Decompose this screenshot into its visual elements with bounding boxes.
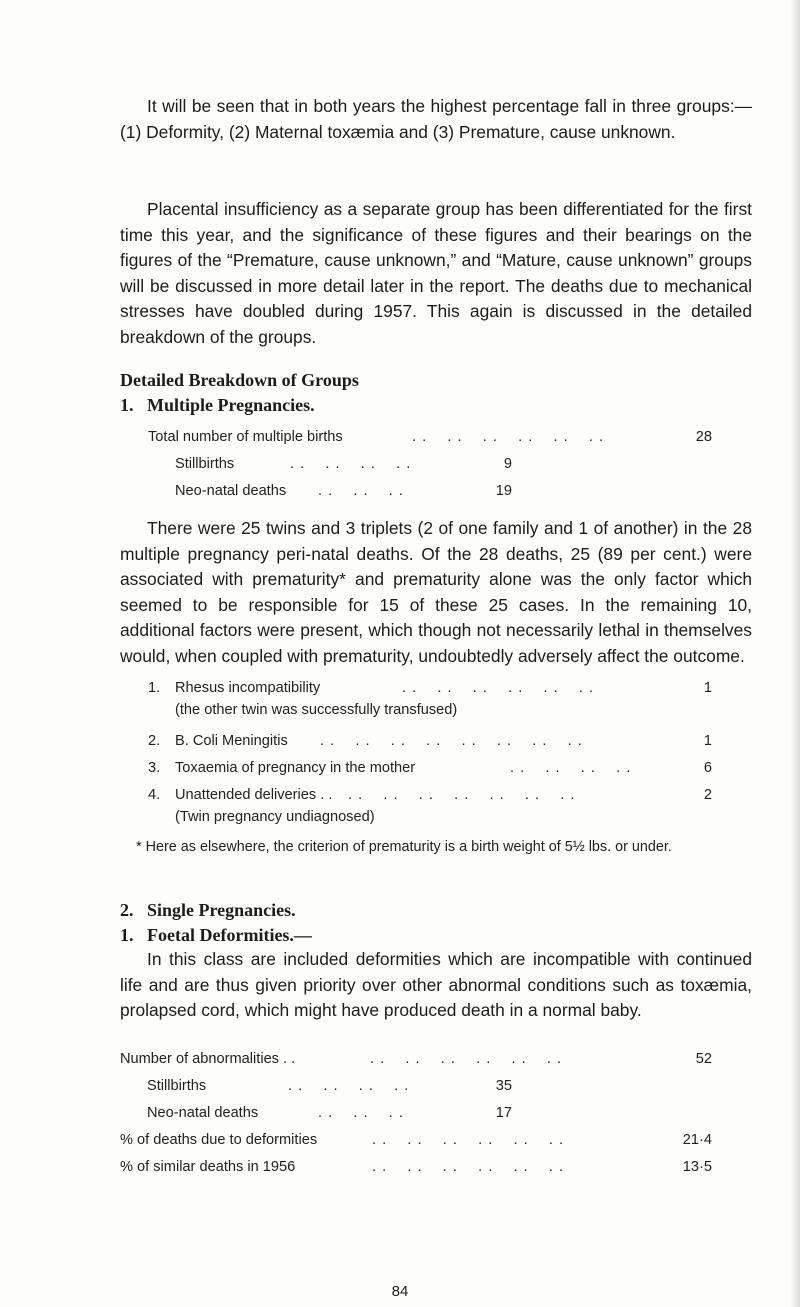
stat-value: 17: [495, 1105, 512, 1121]
subsection-heading: Foetal Deformities.—: [147, 925, 312, 945]
list-value: 6: [703, 760, 712, 776]
stat-label: Neo-natal deaths: [147, 1105, 259, 1121]
stat-value: 21·4: [682, 1132, 712, 1148]
list-item-note: (the other twin was successfully transfused): [175, 702, 458, 718]
stat-label: % of similar deaths in 1956: [120, 1159, 296, 1175]
leader-dots: . . . . . . . . . . . .: [412, 429, 605, 445]
list-item-note: (Twin pregnancy undiagnosed): [175, 809, 375, 825]
list-value: 1: [703, 733, 712, 749]
stat-label: Neo-natal deaths: [175, 483, 287, 499]
intro-paragraph: It will be seen that in both years the highest percentage fall in three groups:—(1) Deformity, (2) Maternal toxæmia and (3) Premature, cause unknown.: [120, 96, 752, 142]
deformities-paragraph: In this class are included deformities which are incompatible with continued life and are thus given priority over other abnormal conditions such as toxæmia, prolapsed cord, which might have produced death in a normal baby.: [120, 949, 752, 1021]
list-value: 2: [703, 787, 712, 803]
subsection-number: 1.: [120, 925, 134, 945]
stat-label: Number of abnormalities . .: [120, 1051, 296, 1067]
leader-dots: . . . . . .: [318, 1105, 404, 1121]
leader-dots: . . . . . . . .: [288, 1078, 410, 1094]
stat-value: 19: [495, 483, 512, 499]
stat-value: 35: [495, 1078, 512, 1094]
list-item: Unattended deliveries . .: [175, 787, 333, 803]
placental-paragraph: Placental insufficiency as a separate group has been differentiated for the first time this year, and the significance of these figures and their bearings on the figures of the “Premature, cause unknown,” and “Mature, cause unknown” groups will be discussed in more detail later in the report. The deaths due to mechanical stresses have doubled during 1957. This again is discussed in the detailed breakdown of the groups.: [120, 199, 752, 347]
footnote: * Here as elsewhere, the criterion of prematurity is a birth weight of 5½ lbs. or under.: [136, 839, 672, 855]
stat-label: Stillbirths: [175, 456, 235, 472]
subsection-heading: Multiple Pregnancies.: [147, 395, 315, 415]
stat-value: 52: [695, 1051, 712, 1067]
stat-label: Total number of multiple births: [148, 429, 343, 445]
twins-paragraph: There were 25 twins and 3 triplets (2 of one family and 1 of another) in the 28 multiple pregnancy peri-natal deaths. Of the 28 deaths, 25 (89 per cent.) were associated with prematurity* and prematurity alone was the only factor which seemed to be responsible for 15 of these 25 cases. In the remaining 10, additional factors were present, which though not necessarily lethal in themselves would, when coupled with prematurity, undoubtedly adversely affect the outcome.: [120, 518, 752, 666]
list-number: 1.: [148, 680, 161, 696]
leader-dots: . . . . . . . . . . . . . . . .: [320, 733, 583, 749]
subsection-number: 1.: [120, 395, 134, 415]
list-item: Toxaemia of pregnancy in the mother: [175, 760, 416, 776]
list-item: Rhesus incompatibility: [175, 680, 321, 696]
list-number: 2.: [148, 733, 161, 749]
subsection-number: 2.: [120, 900, 134, 920]
leader-dots: . . . . . . . . . . . .: [402, 680, 595, 696]
leader-dots: . . . . . .: [318, 483, 404, 499]
list-number: 4.: [148, 787, 161, 803]
leader-dots: . . . . . . . . . . . .: [372, 1132, 565, 1148]
leader-dots: . . . . . . . .: [510, 760, 632, 776]
list-item: B. Coli Meningitis: [175, 733, 288, 749]
leader-dots: . . . . . . . .: [290, 456, 412, 472]
page-edge-shadow: [790, 0, 800, 1307]
page-number: 84: [391, 1283, 409, 1300]
stat-value: 13·5: [682, 1159, 712, 1175]
stat-label: % of deaths due to deformities: [120, 1132, 318, 1148]
leader-dots: . . . . . . . . . . . .: [372, 1159, 565, 1175]
stat-value: 28: [695, 429, 712, 445]
list-value: 1: [703, 680, 712, 696]
subsection-heading: Single Pregnancies.: [147, 900, 296, 920]
stat-value: 9: [503, 456, 512, 472]
list-number: 3.: [148, 760, 161, 776]
leader-dots: . . . . . . . . . . . . . .: [348, 787, 576, 803]
stat-label: Stillbirths: [147, 1078, 207, 1094]
leader-dots: . . . . . . . . . . . .: [370, 1051, 563, 1067]
section-heading: Detailed Breakdown of Groups: [120, 370, 359, 390]
